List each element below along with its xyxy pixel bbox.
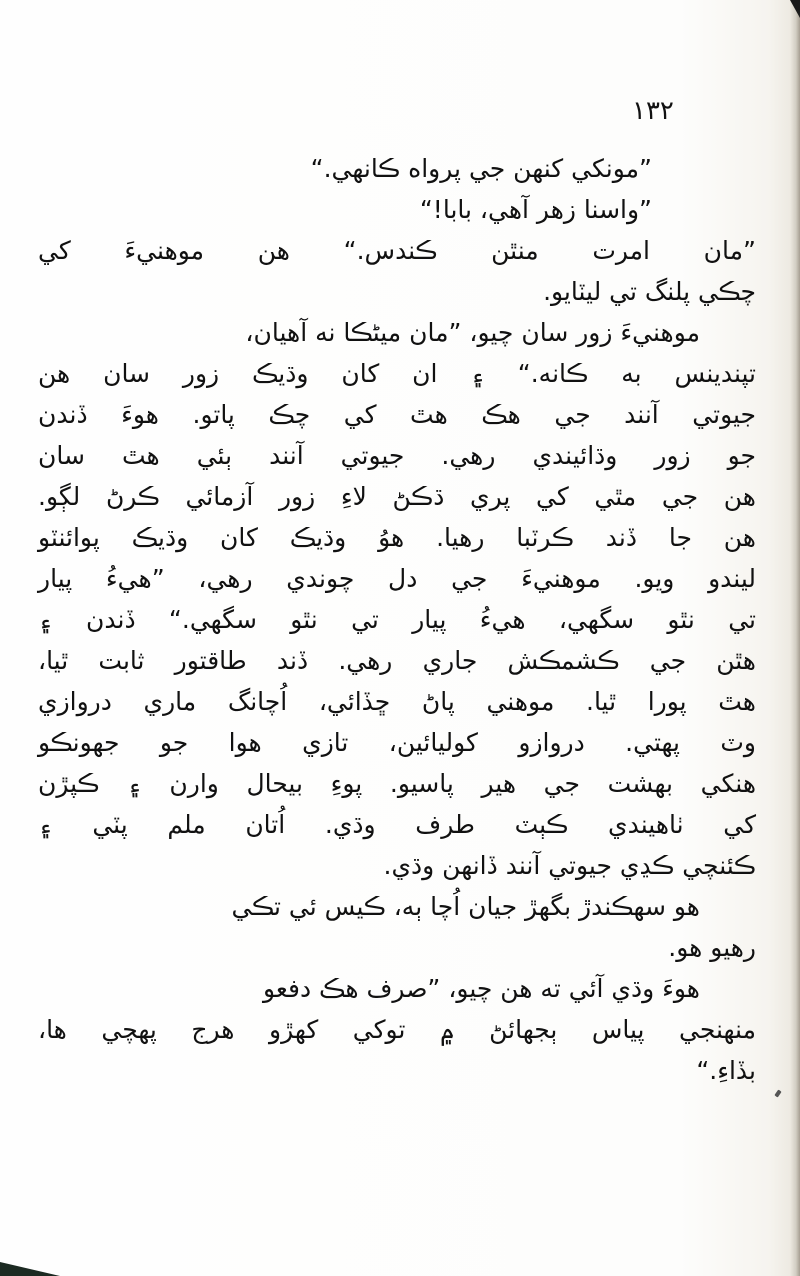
text-line-13: هٿن جي ڪشمڪش جاري رهي. ڏند طاقتور ثابت ٿيا،: [38, 646, 756, 675]
text-line-12: تي نٿو سگهي، هيءُ پيار تي نٿو سگهي.“ ڏندن ۽: [38, 605, 756, 634]
text-line-22: منهنجي پياس ٻجهائڻ ۾ توکي کهڙو هرج پهچي ها،: [38, 1015, 756, 1044]
page-body-text: [38, 148, 756, 1091]
text-line-6: تپندينس به ڪانه.“ ۽ ان کان وڌيڪ زور سان هن: [38, 359, 756, 388]
text-line-10: هن جا ڏند ڪرٽبا رهيا. هوُ وڌيڪ کان وڌيڪ پوائنٽو: [38, 523, 756, 552]
text-line-9: هن جي مٿي کي پري ڌڪڻ لاءِ زور آزمائي ڪرڻ لڳو.: [38, 482, 756, 511]
page-number: ١٣٢: [632, 96, 674, 126]
text-line-23: بڏاءِ.“: [696, 1056, 756, 1085]
ink-speck: [774, 1089, 781, 1097]
text-line-16: هنکي بهشت جي هير پاسيو. پوءِ بيحال وارن ۽ ڪپڙن: [38, 769, 756, 798]
text-line-4: چڪي پلنگ تي ليٽايو.: [543, 277, 756, 306]
scan-corner-shadow-top-right: [790, 0, 800, 18]
text-line-14: هٿ پورا ٿيا. موهني پاڻ ڇڏائي، اُچانگ ماري دروازي: [38, 687, 756, 716]
text-line-18: ڪئنچي ڪڍي جيوتي آنند ڏانهن وڌي.: [383, 851, 756, 880]
text-line-11: ليندو ويو. موهنيءَ جي دل چوندي رهي، ”هيءُ پيار: [38, 564, 756, 593]
text-line-1: ”مونکي کنهن جي پرواه ڪانهي.“: [310, 154, 652, 183]
text-line-15: وٽ پهتي. دروازو کوليائين، تازي هوا جو جهونڪو: [38, 728, 756, 757]
scan-corner-shadow-bottom-left: [0, 1262, 60, 1276]
text-line-20: رهيو هو.: [668, 933, 756, 962]
text-line-8: جو زور وڌائيندي رهي. جيوتي آنند ٻئي هٿ سان: [38, 441, 756, 470]
text-line-7: جيوتي آنند جي هڪ هٿ کي چڪ پاتو. هوءَ ڏندن: [38, 400, 756, 429]
page-edge-shadow: [790, 0, 800, 1276]
text-line-3: ”مان امرت منٿن ڪندس.“ هن موهنيءَ کي: [38, 236, 756, 265]
text-line-17: کي ٺاهيندي ڪٻٽ طرف وڌي. اُتان ملم پٽي ۽: [38, 810, 756, 839]
text-line-2: ”واسنا زهر آهي، بابا!“: [419, 195, 652, 224]
text-line-19: هو سهڪندڙ بگهڙ جيان اُچا ٻه، ڪيس ئي تڪي: [231, 892, 700, 921]
text-line-21: هوءَ وڌي آئي ته هن چيو، ”صرف هڪ دفعو: [263, 974, 700, 1003]
text-line-5: موهنيءَ زور سان چيو، ”مان ميڻڪا نه آهيان،: [245, 318, 700, 347]
